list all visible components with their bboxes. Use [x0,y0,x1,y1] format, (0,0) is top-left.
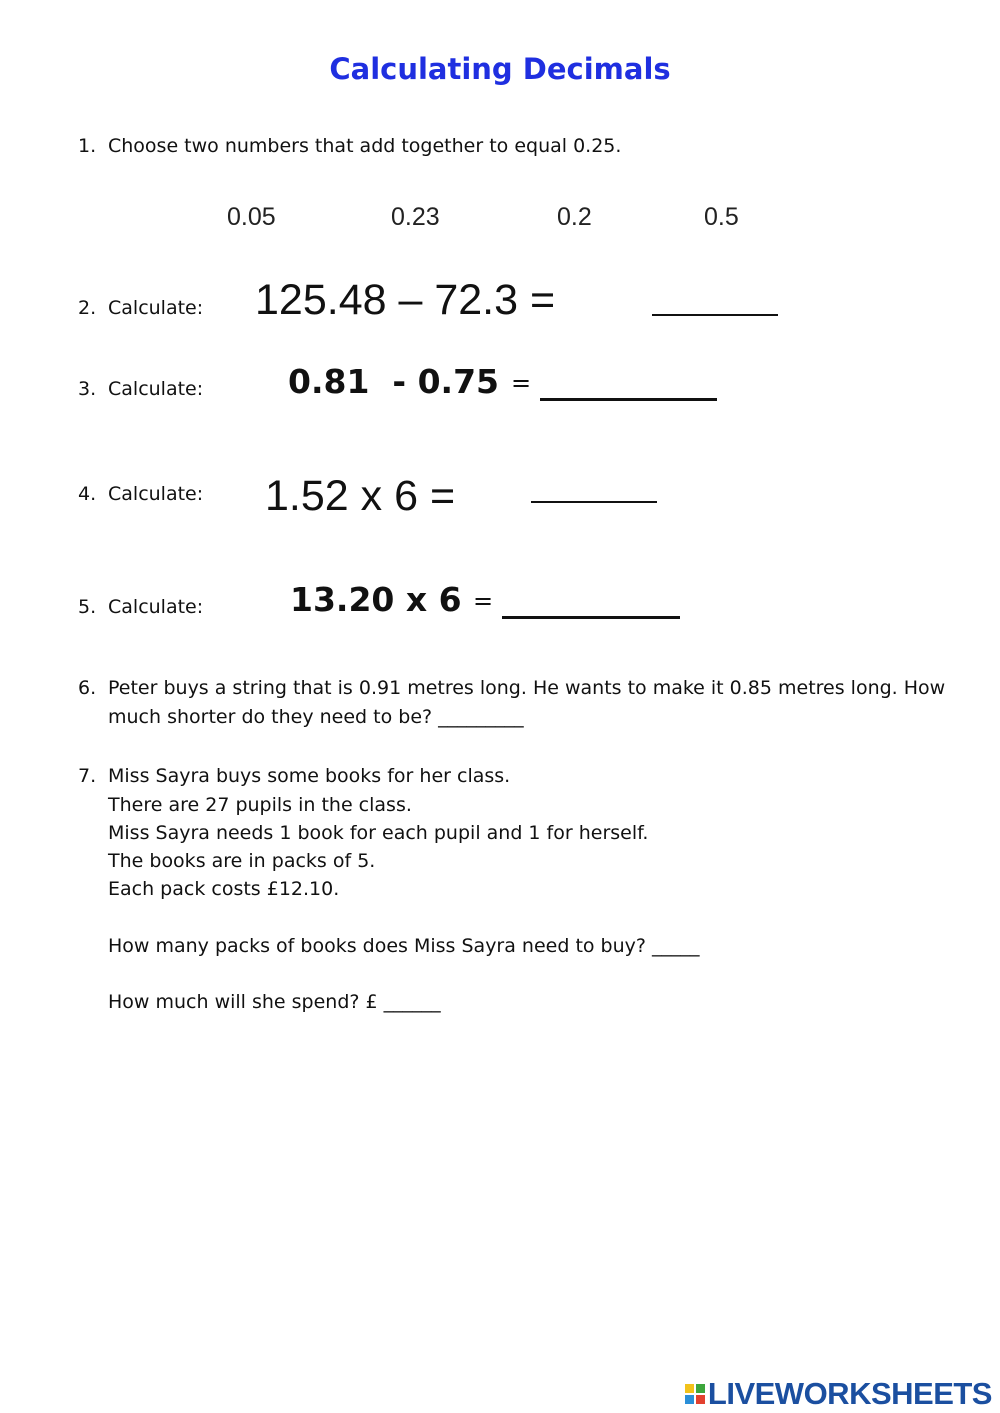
question-7-line-4: The books are in packs of 5. [108,850,376,872]
question-1-number: 1. [78,135,97,157]
liveworksheets-brand-text: LIVEWORKSHEETS [707,1376,992,1411]
question-7-line-1: Miss Sayra buys some books for her class. [108,765,511,787]
question-5-answer-line[interactable] [502,616,680,619]
option-2: 0.23 [391,203,440,231]
liveworksheets-logo [685,1376,992,1412]
question-6-line-1: Peter buys a string that is 0.91 metres long. He wants to make it 0.85 metres long. How [108,677,946,699]
question-5-expression: 13.20 x 6 [290,580,462,619]
question-3-label: Calculate: [108,378,204,400]
question-7-number: 7. [78,765,97,787]
question-4-label: Calculate: [108,483,204,505]
option-1: 0.05 [227,203,276,231]
page-title: Calculating Decimals [329,52,671,86]
question-5-label: Calculate: [108,596,204,618]
question-7-line-5: Each pack costs £12.10. [108,878,340,900]
question-2-label: Calculate: [108,297,204,319]
question-3-equals: = [511,369,532,397]
question-3-answer-line[interactable] [540,398,717,401]
liveworksheets-logo-icon [685,1384,705,1404]
question-7-line-2: There are 27 pupils in the class. [108,794,412,816]
question-4-number: 4. [78,483,97,505]
question-7-packs-question: How many packs of books does Miss Sayra need to buy? _____ [108,935,700,957]
option-4: 0.5 [704,203,739,231]
question-7-line-3: Miss Sayra needs 1 book for each pupil and 1 for herself. [108,822,649,844]
question-2-expression: 125.48 – 72.3 = [255,276,556,324]
question-1-text: Choose two numbers that add together to equal 0.25. [108,135,622,157]
question-2-answer-line[interactable] [652,314,778,316]
question-4-answer-line[interactable] [531,501,657,503]
question-4-expression: 1.52 x 6 = [265,472,456,520]
question-5-equals: = [473,587,494,615]
question-3-number: 3. [78,378,97,400]
question-6-number: 6. [78,677,97,699]
question-7-spend-question: How much will she spend? £ ______ [108,991,441,1013]
question-6-line-2: much shorter do they need to be? _________ [108,706,524,728]
question-5-number: 5. [78,596,97,618]
option-3: 0.2 [557,203,592,231]
question-3-expression: 0.81 - 0.75 [288,362,500,401]
question-2-number: 2. [78,297,97,319]
